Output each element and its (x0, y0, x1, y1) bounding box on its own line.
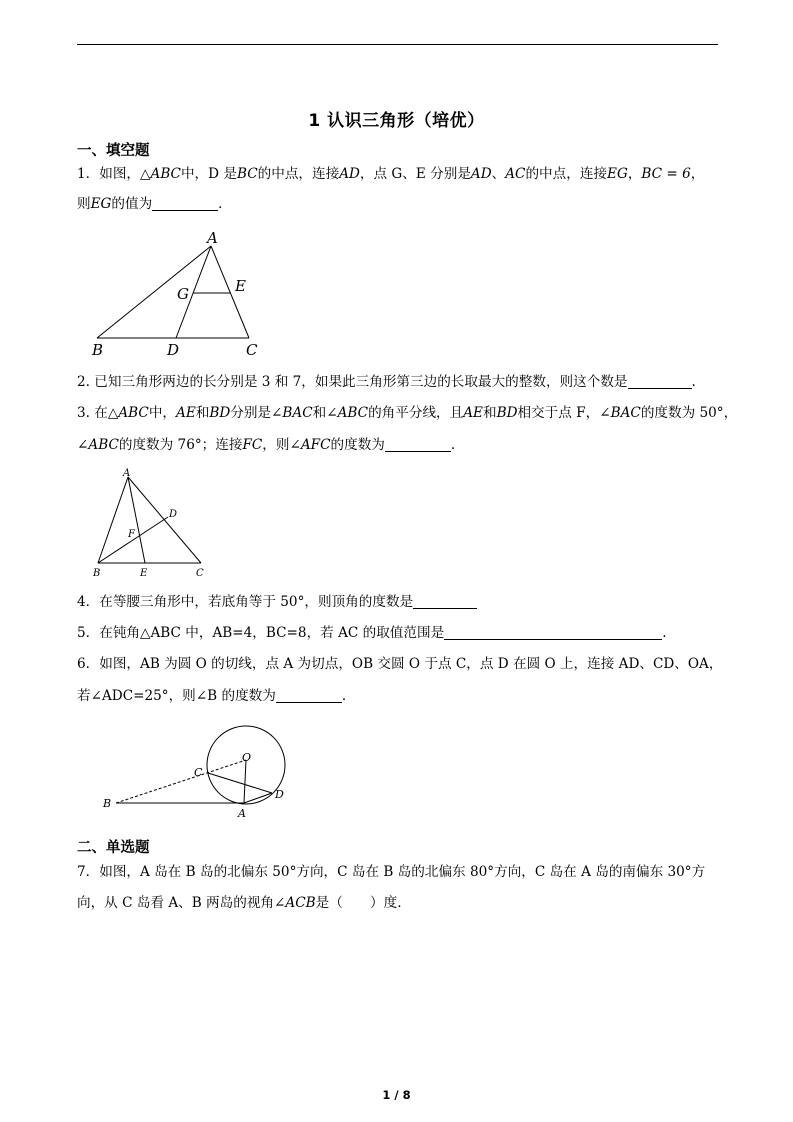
q3-math: FC (242, 437, 263, 453)
q3-text: . (450, 437, 456, 453)
q1-math: EG (90, 196, 112, 212)
figure-1-triangle (85, 225, 275, 360)
q3-math: ABC (118, 405, 149, 421)
question-4 (77, 591, 722, 613)
q1-text: ， (627, 166, 642, 182)
question-2 (77, 371, 722, 393)
q1-math: ABC (150, 166, 181, 182)
q3-math: BD (496, 405, 518, 421)
q3-math: AE (463, 405, 483, 421)
q1-text: ． (218, 196, 232, 212)
question-7-line-2 (77, 892, 722, 914)
q7-text: 7．如图，A 岛在 B 岛的北偏东 50°方向，C 岛在 B 岛的北偏东 80°方向，C 岛在 A 岛的南偏东 30°方 (77, 864, 706, 880)
page-number: 1 / 8 (382, 1088, 411, 1102)
q5-text: 5．在钝角△ABC 中，AB=4，BC=8，若 AC 的取值范围是 (77, 625, 445, 641)
segment-bo (116, 760, 246, 803)
q3-math: ∠ABC (77, 437, 119, 453)
q3-text: 和 (195, 405, 210, 421)
section-fill-in: 一、填空题 (77, 143, 150, 159)
question-6-line-1 (77, 653, 722, 675)
q1-math: AD (470, 166, 492, 182)
header-rule (77, 44, 718, 45)
q3-math: ∠AFC (289, 437, 331, 453)
label-e: E (235, 277, 246, 295)
q3-text: 的度数为 50°， (640, 405, 738, 421)
q1-math: BC = 6 (641, 166, 691, 182)
q3-math: ∠ABC (326, 405, 369, 421)
q6-text: 若∠ADC=25°，则∠B 的度数为 (77, 688, 276, 704)
q7-text: 向，从 C 岛看 A、B 两岛的视角 (77, 895, 275, 911)
label-e: E (140, 568, 148, 579)
q3-text: 中， (148, 405, 176, 421)
label-f: F (128, 529, 135, 540)
q3-math: BD (209, 405, 231, 421)
q1-text: 的中点，连接 (257, 166, 340, 182)
q1-text: ， (690, 166, 705, 182)
segment-ad (244, 793, 272, 803)
q2-text: 2. 已知三角形两边的长分别是 3 和 7，如果此三角形第三边的长取最大的整数，则这个数是 (77, 374, 628, 390)
question-6-line-2 (77, 685, 722, 707)
answer-blank-3[interactable] (385, 437, 451, 452)
q1-math: BC (236, 166, 258, 182)
segment-ac (128, 477, 201, 563)
q3-math: ∠BAC (271, 405, 313, 421)
label-d: D (275, 788, 284, 801)
label-c: C (194, 766, 203, 779)
page-title: 1 认识三角形（培优） (308, 111, 485, 131)
question-1-line-1 (77, 163, 722, 185)
segment-bd (98, 517, 168, 563)
question-3-line-2 (77, 434, 722, 456)
q1-text: ，点 G、E 分别是 (359, 166, 471, 182)
q1-math: AC (505, 166, 526, 182)
q1-text: 1．如图， (77, 166, 141, 182)
label-b: B (93, 568, 101, 579)
q3-text: 的角平分线，且 (368, 405, 464, 421)
q3-text: 3. 在△ (77, 405, 119, 421)
segment-cd (208, 773, 272, 793)
q3-text: 和 (312, 405, 327, 421)
segment-ae (128, 477, 145, 563)
label-o: O (242, 751, 252, 764)
q7-math: ∠ACB (274, 895, 316, 911)
answer-blank-5[interactable] (444, 625, 662, 640)
label-b: B (92, 341, 104, 359)
q3-math: AE (176, 405, 196, 421)
q2-text: . (691, 374, 696, 390)
q6-text: . (341, 688, 347, 704)
segment-ab (98, 477, 128, 563)
answer-blank-4[interactable] (413, 594, 477, 609)
q3-text: 和 (482, 405, 497, 421)
segment-oa (244, 760, 246, 803)
q1-math: EG (607, 166, 628, 182)
q1-text: 中，D 是 (180, 166, 237, 182)
q1-math: AD (339, 166, 360, 182)
label-c: C (246, 341, 258, 359)
label-d: D (169, 509, 178, 520)
q3-text: 分别是 (230, 405, 272, 421)
q3-text: 的度数为 76°；连接 (118, 437, 243, 453)
q3-text: 的度数为 (330, 437, 385, 453)
figure-3-triangle (88, 465, 218, 580)
q3-text: 相交于点 F， (517, 405, 600, 421)
label-d: D (167, 341, 180, 359)
question-1-line-2 (77, 193, 722, 215)
label-a: A (207, 229, 218, 247)
q7-text: 是（ ）度. (315, 895, 402, 911)
q6-text: 6．如图，AB 为圆 O 的切线，点 A 为切点，OB 交圆 O 于点 C，点 D 在圆 O 上，连接 AD、CD、OA， (77, 656, 723, 672)
answer-blank-6[interactable] (276, 688, 342, 703)
q5-text: . (662, 625, 667, 641)
q1-text: 、 (491, 166, 506, 182)
q3-math: ∠BAC (599, 405, 641, 421)
q1-text: 的值为 (111, 196, 153, 212)
question-7-line-1 (77, 861, 722, 883)
label-a: A (238, 807, 246, 820)
label-c: C (196, 568, 204, 579)
question-3-line-1 (77, 402, 738, 424)
answer-blank-1[interactable] (152, 196, 218, 211)
q4-text: 4．在等腰三角形中，若底角等于 50°，则顶角的度数是 (77, 594, 414, 610)
q3-text: ，则 (262, 437, 290, 453)
q1-text: 的中点，连接 (525, 166, 608, 182)
question-5 (77, 622, 722, 644)
label-a: A (123, 468, 131, 479)
label-g: G (177, 285, 189, 303)
figure-6-circle (98, 718, 298, 826)
q1-text: △ (140, 166, 151, 182)
answer-blank-2[interactable] (628, 374, 692, 389)
q1-text: 则 (77, 196, 91, 212)
label-b: B (103, 797, 112, 810)
section-single-choice: 二、单选题 (77, 840, 150, 856)
